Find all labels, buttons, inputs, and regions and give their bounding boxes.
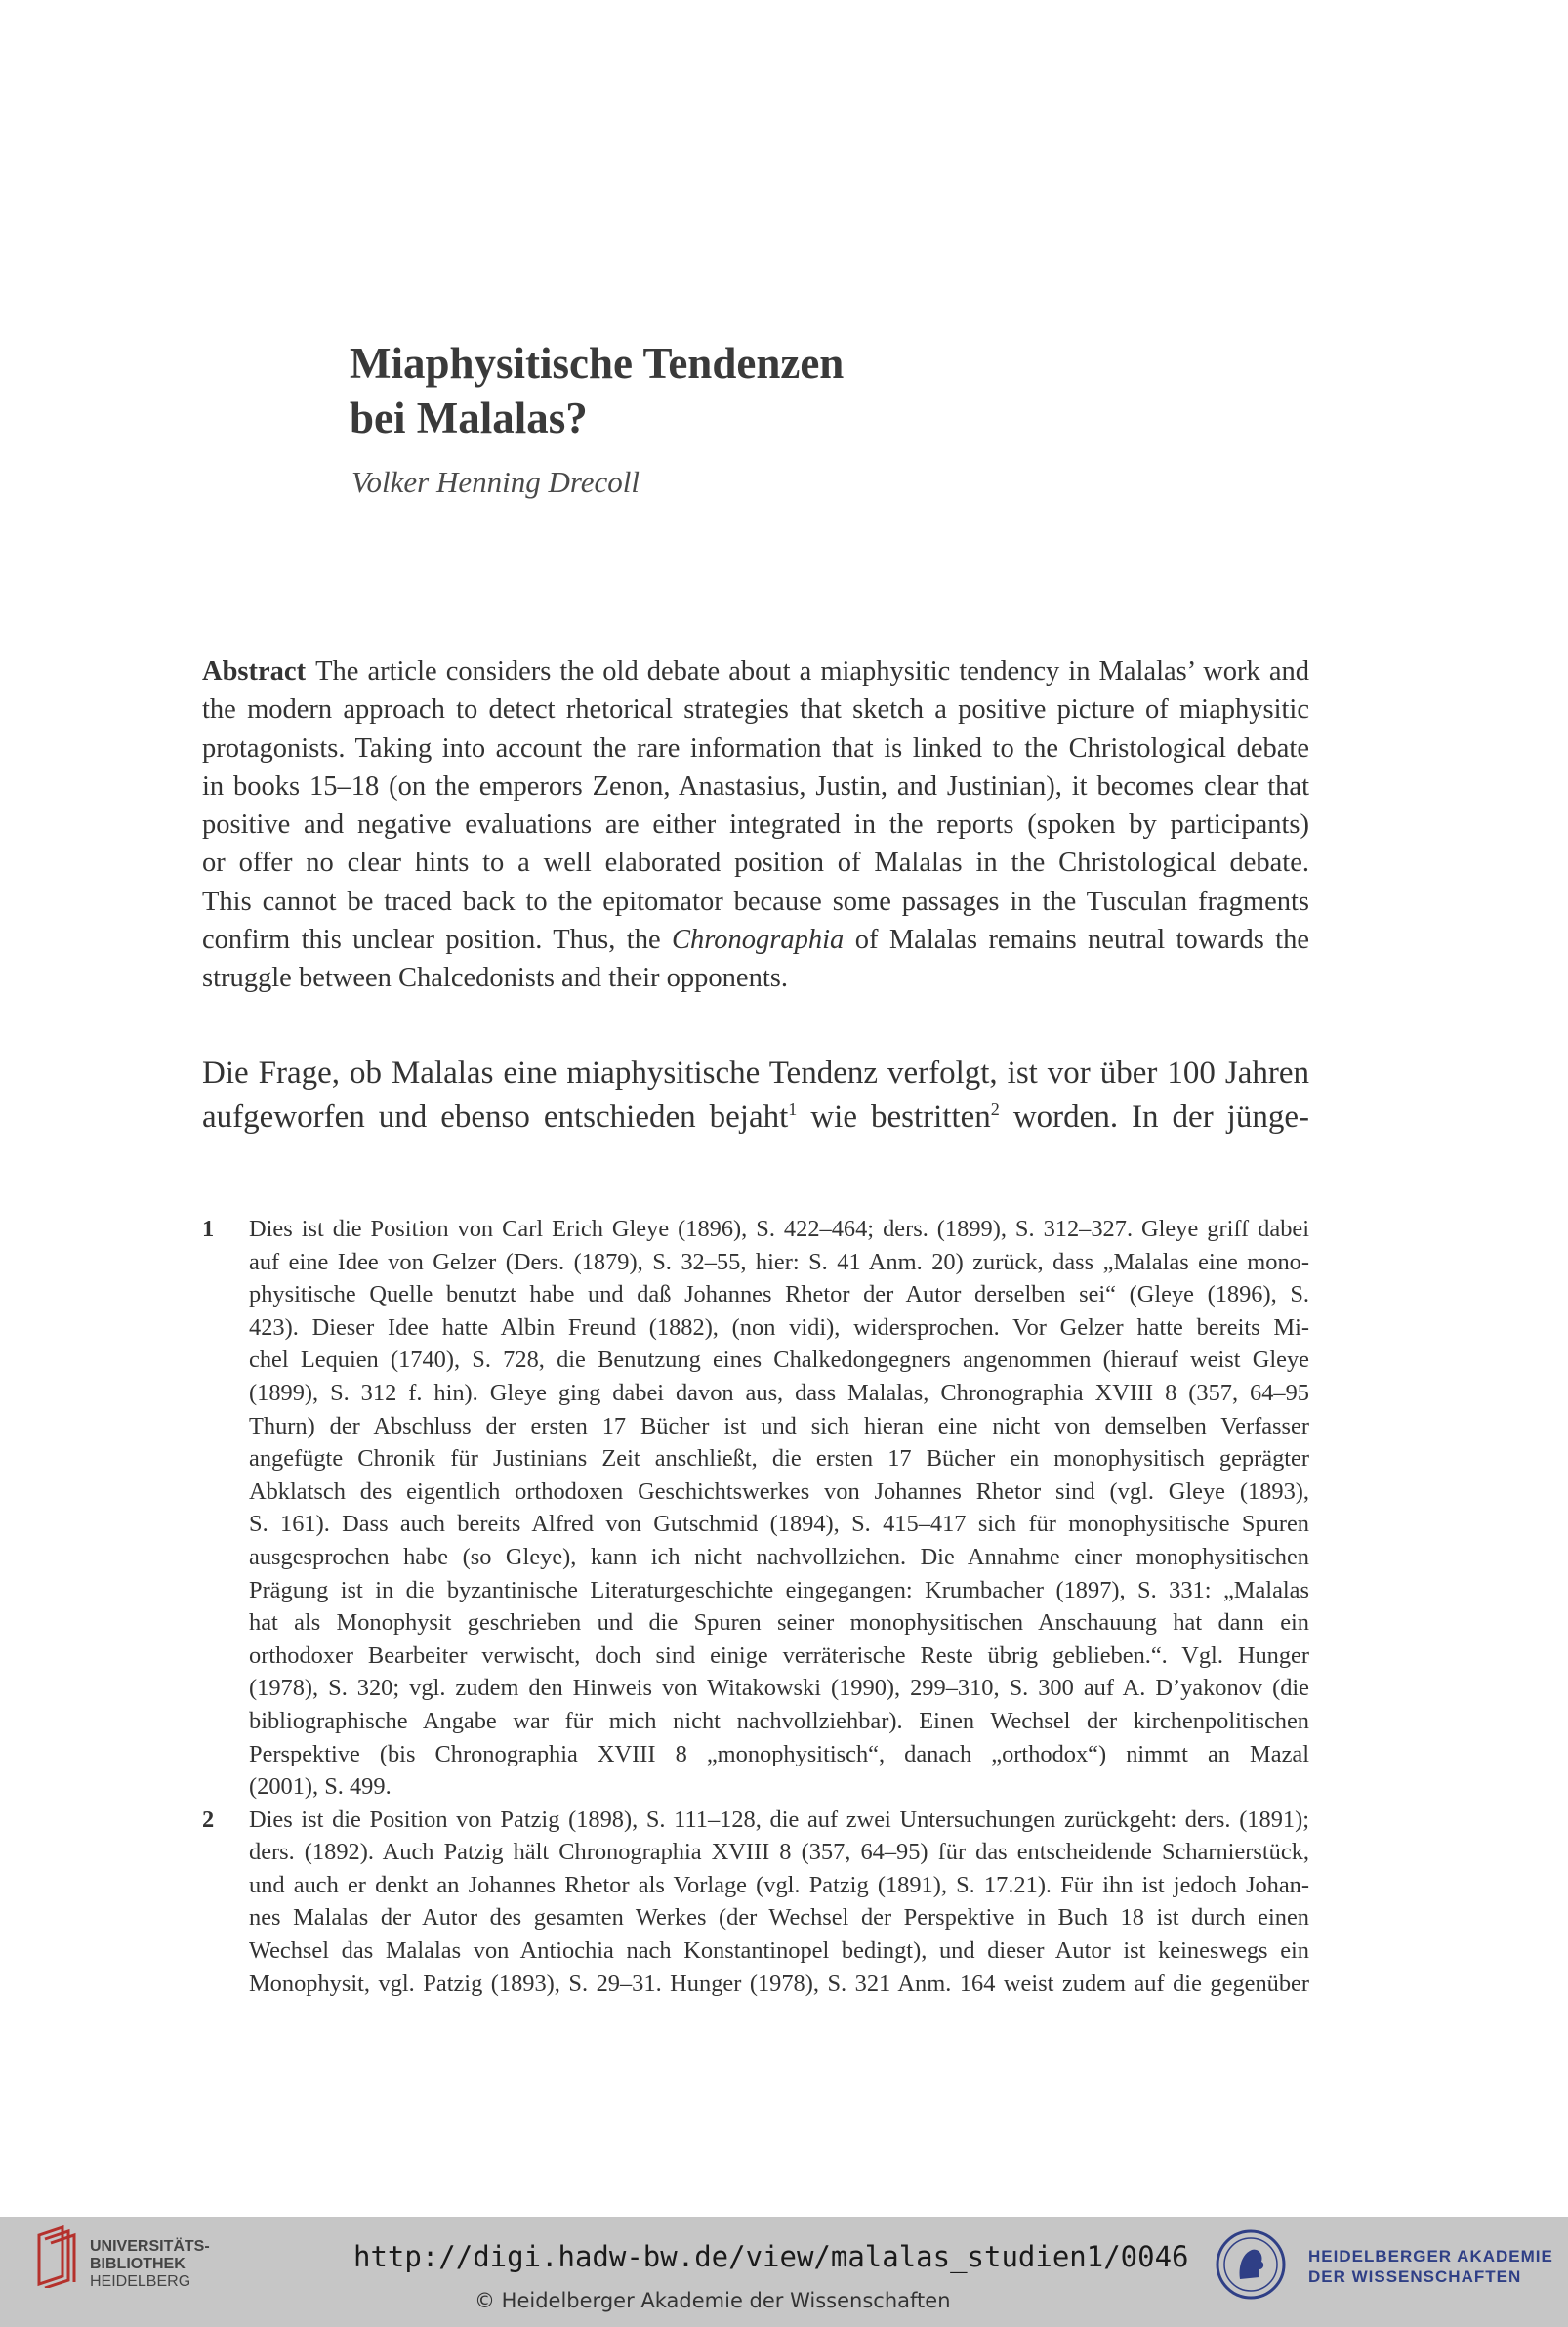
footnote-line: (1978), S. 320; vgl. zudem den Hinweis von Witakowski (1990), 299–310, S. 300 auf A. D’yakonov (die xyxy=(249,1675,1309,1702)
footnote-line: Prägung ist in die byzantinische Literaturgeschichte eingegangen: Krumbacher (1897), S. 331: „Malalas xyxy=(249,1576,1309,1603)
footnote-number: 1 xyxy=(202,1216,215,1242)
footnote-line: (1899), S. 312 f. hin). Gleye ging dabei davon aus, dass Malalas, Chronographia XVIII 8 (357, 64–95 xyxy=(249,1379,1309,1406)
footnote-body xyxy=(249,1213,1309,1804)
footnote-line: nes Malalas der Autor des gesamten Werkes (der Wechsel der Perspektive in Buch 18 ist durch einen xyxy=(249,1904,1309,1932)
footnote-line: chel Lequien (1740), S. 728, die Benutzung eines Chalkedongegners angenommen (hierauf weist Gleye xyxy=(249,1347,1309,1374)
footnote-1 xyxy=(202,1213,1309,1804)
article-title xyxy=(350,336,1228,445)
academy-seal-icon xyxy=(1215,2228,1287,2301)
footnote-line: Monophysit, vgl. Patzig (1893), S. 29–31. Hunger (1978), S. 321 Anm. 164 weist zudem auf die gegenüber xyxy=(249,1970,1309,1997)
copyright-notice: © Heidelberger Akademie der Wissenschaften xyxy=(475,2289,951,2312)
footnotes xyxy=(202,1213,1309,2000)
abstract-line: the modern approach to detect rhetorical strategies that sketch a positive picture of miaphysitic xyxy=(202,694,1309,726)
abstract-block xyxy=(202,652,1309,998)
footnote-line: 423). Dieser Idee hatte Albin Freund (1882), (non vidi), widersprochen. Vor Gelzer hatte bereits Mi- xyxy=(249,1313,1309,1341)
footnote-line: S. 161). Dass auch bereits Alfred von Gutschmid (1894), S. 415–417 sich für monophysitische Spuren xyxy=(249,1511,1309,1538)
university-library-name: UNIVERSITÄTS- BIBLIOTHEK HEIDELBERG xyxy=(90,2238,210,2290)
abstract-line: confirm this unclear position. Thus, the Chronographia of Malalas remains neutral towards the xyxy=(202,925,1310,956)
footnote-line: bibliographische Angabe war für mich nicht nachvollziehbar). Einen Wechsel der kirchenpolitischen xyxy=(249,1707,1309,1734)
intro-line: aufgeworfen und ebenso entschieden bejaht$^1$ wie bestritten$^2$ worden. In der jünge- xyxy=(202,1100,1309,1135)
permalink-url[interactable]: http://digi.hadw-bw.de/view/malalas_studien1/0046 xyxy=(353,2240,1189,2273)
abstract-line: struggle between Chalcedonists and their opponents. xyxy=(202,963,788,994)
footnote-line: Abklatsch des eigentlich orthodoxen Geschichtswerkes von Johannes Rhetor sind (vgl. Gleye (1893), xyxy=(249,1477,1309,1505)
footnote-ref-1[interactable]: 1 xyxy=(788,1100,798,1119)
footnote-line: Thurn) der Abschluss der ersten 17 Bücher ist und sich hieran eine nicht von demselben Verfasser xyxy=(249,1412,1309,1439)
footnote-line: Dies ist die Position von Carl Erich Gleye (1896), S. 422–464; ders. (1899), S. 312–327. Gleye griff dabei xyxy=(249,1216,1309,1242)
footnote-line: angefügte Chronik für Justinians Zeit anschließt, die ersten 17 Bücher ein monophysitisch geprägter xyxy=(249,1445,1309,1473)
footnote-line: Dies ist die Position von Patzig (1898), S. 111–128, die auf zwei Untersuchungen zurückgeht: ders. (1891); xyxy=(249,1806,1309,1833)
abstract-line: positive and negative evaluations are either integrated in the reports (spoken by participants) xyxy=(202,810,1309,841)
abstract-label: Abstract xyxy=(202,656,307,686)
abstract-line: protagonists. Taking into account the rare information that is linked to the Christological debate xyxy=(202,732,1309,764)
title-line-1: Miaphysitische Tendenzen xyxy=(350,339,845,388)
title-line-2: bei Malalas? xyxy=(350,394,588,442)
academy-name: HEIDELBERGER AKADEMIE DER WISSENSCHAFTEN xyxy=(1308,2247,1553,2286)
footnote-line: orthodoxer Bearbeiter verwischt, doch sind einige verräterische Reste übrig geblieben.“. Vgl. Hunger xyxy=(249,1641,1309,1669)
footnote-number: 2 xyxy=(202,1806,215,1833)
footnote-2 xyxy=(202,1804,1309,2001)
abstract-line: Abstract The article considers the old debate about a miaphysitic tendency in Malalas’ work and xyxy=(202,656,1309,686)
footnote-line: auf eine Idee von Gelzer (Ders. (1879), S. 32–55, hier: S. 41 Anm. 20) zurück, dass „Malalas eine mono- xyxy=(249,1248,1309,1275)
footnote-line: ausgesprochen habe (so Gleye), kann ich nicht nachvollziehen. Die Annahme einer monophysitischen xyxy=(249,1543,1309,1570)
footnote-ref-2[interactable]: 2 xyxy=(990,1100,1000,1119)
footnote-line: Perspektive (bis Chronographia XVIII 8 „monophysitisch“, danach „orthodox“) nimmt an Mazal xyxy=(249,1740,1309,1767)
intro-line: Die Frage, ob Malalas eine miaphysitische Tendenz verfolgt, ist vor über 100 Jahren xyxy=(202,1056,1309,1091)
footnote-line: ders. (1892). Auch Patzig hält Chronographia XVIII 8 (357, 64–95) für das entscheidende Scharnierstück, xyxy=(249,1839,1309,1866)
abstract-line: or offer no clear hints to a well elaborated position of Malalas in the Christological debate. xyxy=(202,848,1309,879)
university-library-logo-icon xyxy=(33,2225,76,2288)
footnote-body xyxy=(249,1804,1309,2001)
footnote-line: physitische Quelle benutzt habe und daß Johannes Rhetor der Autor derselben sei“ (Gleye (1896), S. xyxy=(249,1281,1309,1309)
chronographia-title: Chronographia xyxy=(672,925,845,956)
footnote-line: Wechsel das Malalas von Antiochia nach Konstantinopel bedingt), und dieser Autor ist keineswegs ein xyxy=(249,1937,1309,1965)
article-author: Volker Henning Drecoll xyxy=(351,465,640,499)
footnote-line: hat als Monophysit geschrieben und die Spuren seiner monophysitischen Anschauung hat dann ein xyxy=(249,1609,1309,1637)
abstract-line: This cannot be traced back to the epitomator because some passages in the Tusculan fragments xyxy=(202,886,1309,917)
intro-paragraph xyxy=(202,1052,1309,1140)
abstract-line: in books 15–18 (on the emperors Zenon, Anastasius, Justin, and Justinian), it becomes clear that xyxy=(202,770,1309,802)
footnote-line: und auch er denkt an Johannes Rhetor als Vorlage (vgl. Patzig (1891), S. 17.21). Für ihn ist jedoch Johan- xyxy=(249,1871,1309,1898)
footnote-line: (2001), S. 499. xyxy=(249,1773,392,1801)
